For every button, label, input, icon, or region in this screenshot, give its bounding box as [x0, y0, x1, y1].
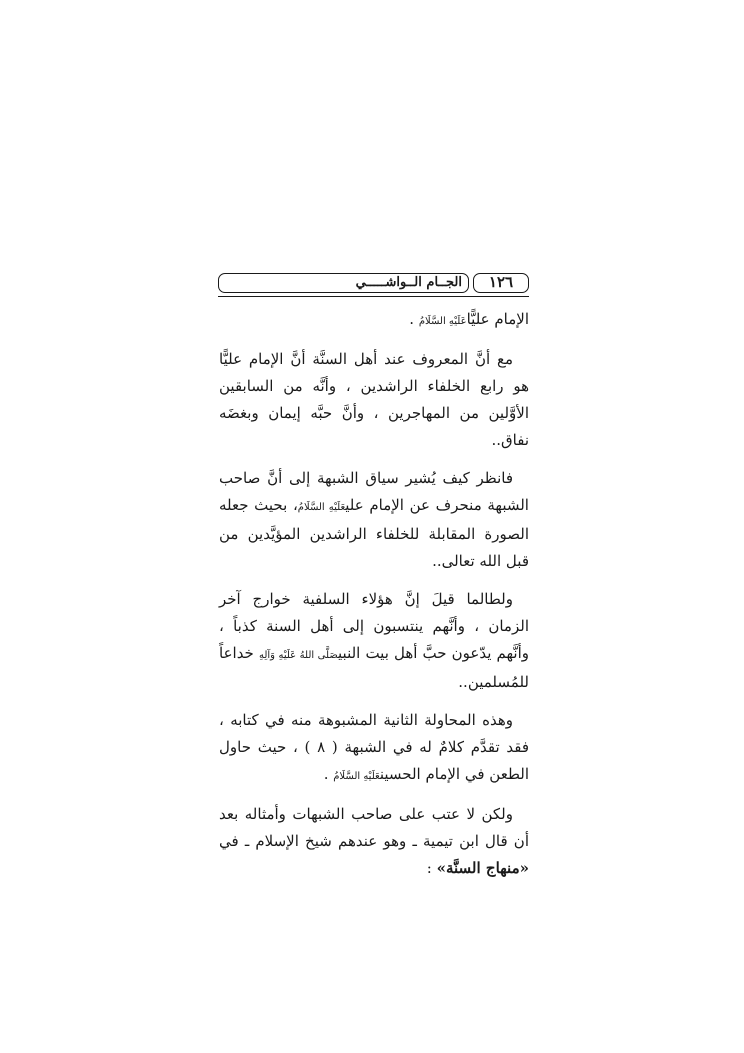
salutation-glyph: عَلَيْهِ السَّلَامُ: [418, 316, 467, 327]
paragraph-text: مع أنَّ المعروف عند أهل السنَّة أنَّ الإمام عليًّا هو رابع الخلفاء الراشدين ، وأنَّه من السابقين الأوَّلين من المهاجرين ، وأنَّ حبَّه إيمان وبغضَه نفاق..: [219, 350, 529, 449]
paragraph-text: وهذه المحاولة الثانية المشبوهة منه في كتابه ، فقد تقدَّم كلامٌ له في الشبهة ( ٨ ) ، حيث حاول الطعن في الإمام الحسين: [219, 711, 529, 783]
salutation-glyph: عَلَيْهِ السَّلَامُ: [333, 771, 380, 782]
salutation-glyph: صَلَّى اللهُ عَلَيْهِ وَآلِهِ: [258, 650, 339, 661]
paragraph-text: ولكن لا عتب على صاحب الشبهات وأمثاله بعد أن قال ابن تيمية ـ وهو عندهم شيخ الإسلام ـ في: [219, 805, 529, 850]
body-text: [219, 306, 529, 882]
paragraph-text: خداعاً للمُسلمين..: [219, 644, 529, 691]
paragraph-6: [219, 801, 529, 882]
page-number: ١٢٦: [473, 273, 529, 293]
header-rule: [218, 296, 529, 297]
paragraph-4: [219, 586, 529, 696]
paragraph-text: .: [409, 310, 419, 328]
paragraph-text: الإمام عليًّا: [466, 310, 529, 328]
page-header: [218, 273, 529, 295]
paragraph-text: .: [323, 765, 334, 783]
paragraph-text: فانظر كيف يُشير سياق الشبهة إلى أنَّ صاحب الشبهة منحرف عن الإمام علي: [219, 469, 529, 514]
paragraph-2: [219, 346, 529, 454]
paragraph-text: ، بحيث جعله الصورة المقابلة للخلفاء الراشدين المؤيَّدين من قبل الله تعالى..: [219, 496, 529, 570]
paragraph-5: [219, 707, 529, 790]
salutation-glyph: عَلَيْهِ السَّلَامُ: [297, 502, 346, 513]
paragraph-1: [219, 306, 529, 335]
running-title: الجــام الــواشـــــي: [218, 273, 469, 293]
paragraph-text: ولطالما قيلَ إنَّ هؤلاء السلفية خوارج آخر الزمان ، وأنَّهم ينتسبون إلى أهل السنة كذباً ، وأنَّهم يدّعون حبَّ أهل بيت النبي: [219, 590, 529, 662]
paragraph-3: [219, 465, 529, 575]
book-title: «منهاج السنَّة»: [436, 859, 529, 877]
paragraph-text: :: [426, 859, 437, 877]
